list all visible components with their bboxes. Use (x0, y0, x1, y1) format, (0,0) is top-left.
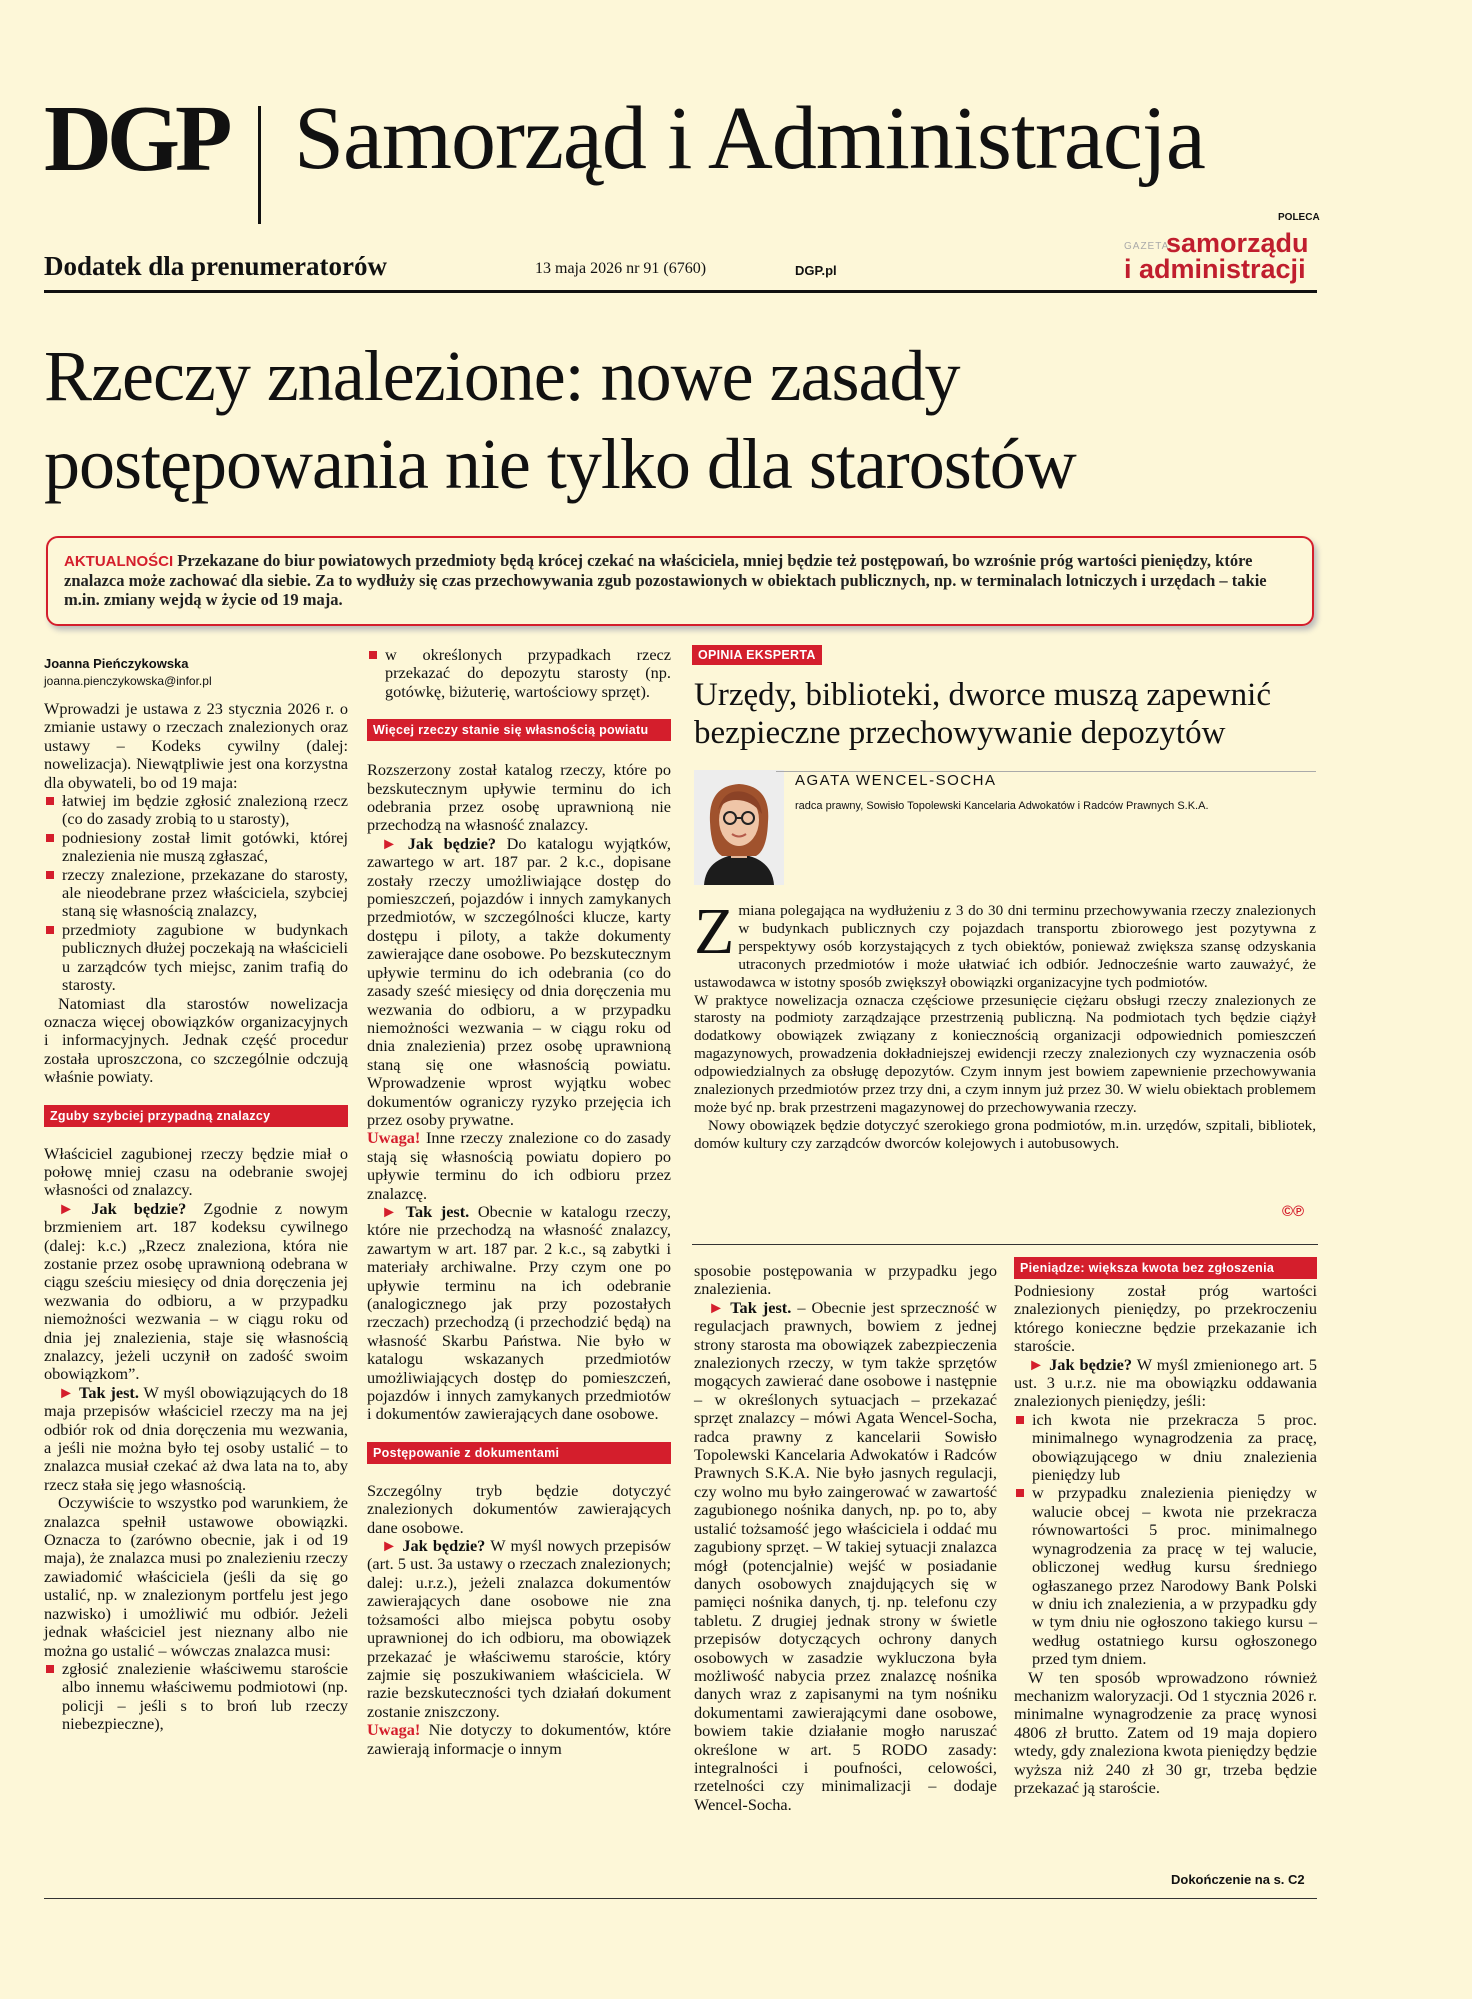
paragraph (367, 1203, 671, 1424)
tak-jest-label: Tak jest. (730, 1297, 792, 1317)
section-title: Samorząd i Administracja (294, 89, 1205, 188)
expert-title: Urzędy, biblioteki, dworce muszą zapewnić bezpieczne przechowywanie depozytów (694, 677, 1271, 751)
arrow-icon: ► (381, 1536, 398, 1556)
paragraph (694, 1299, 997, 1814)
expert-photo (694, 770, 784, 885)
brand-line-2: i administracji (1124, 254, 1306, 284)
paragraph: sposobie postępowania w przypadku jego znalezienia. (694, 1261, 997, 1299)
expert-opinion-label: OPINIA EKSPERTA (692, 645, 822, 665)
paragraph-text: Obecnie w katalogu rzeczy, które nie przechodzą na własność znalazcy, zawartym w art. 187 par. 2 k.c., są zabytki i materiały archiwalne. Przy czym one po upływie terminu na ich odebranie (analogicznego jak przy pozostałych rzeczach) przechodzą (i przechodzić będą) na własność Skarbu Państwa. Nie było w katalogu wskazanych przedmiotów umożliwiających dostęp do pomieszczeń, pojazdów i innych zamykanych przedmiotów i dokumentów zawierających dane osobowe. (367, 1201, 671, 1424)
bullet-list (44, 1660, 348, 1734)
supplement-label: Dodatek dla prenumeratorów (44, 251, 387, 281)
expert-bottom-rule (692, 1244, 1318, 1245)
author-name: Joanna Pieńczykowska (44, 656, 189, 671)
list-item: łatwiej im będzie zgłosić znalezioną rzecz (co do zasady zrobią to u starosty), (44, 792, 348, 829)
paragraph: miana polegająca na wydłużeniu z 3 do 30 dni terminu przechowywania rzeczy znalezionych w budynkach publicznych czy pojazdach transportu zbiorowego jest pozytywna z perspektywy osób korzystających z tych obiektów, ponieważ zwiększa szansę odzyskania utraconych przedmiotów i może ułatwiać ich odbiór. Jednocześnie warto zauważyć, że ustawodawca w istotny sposób zwiększył obowiązki organizacyjne tych podmiotów. (694, 902, 1316, 991)
paragraph-text: Nie dotyczy to dokumentów, które zawierają informacje o innym (367, 1720, 671, 1758)
paragraph: Właściciel zagubionej rzeczy będzie miał o połowę mniej czasu na odebranie swojej własności od znalazcy. (44, 1143, 348, 1200)
column-4 (1014, 1257, 1317, 1797)
expert-name: AGATA WENCEL-SOCHA (795, 772, 997, 789)
tak-jest-label: Tak jest. (79, 1382, 139, 1402)
page-title: Rzeczy znalezione: nowe zasady postępowania nie tylko dla starostów (44, 336, 1076, 504)
page-bottom-rule (44, 1898, 1317, 1899)
paragraph-text: W myśl obowiązujących do 18 maja przepisów właściciel rzeczy ma na jej odbiór rok od dnia doręczenia mu wezwania, a jeśli nie można było tej osoby ustalić – to znalazca musiał czekać aż dwa lata na to, aby rzecz stała się jego własnością. (44, 1382, 349, 1494)
paragraph-text: – Obecnie jest sprzeczność w regulacjach prawnych, bowiem z jednej strony starosta ma obowiązek zabezpieczenia znalezionych rzeczy, w tym także sprzętów mogących zawierać dane osobowe i następnie – w określonych sytuacjach – przekazać sprzęt znalazcy – mówi Agata Wencel-Socha, radca prawny z kancelarii Sowisło Topolewski Kancelaria Adwokatów i Radców Prawnych S.K.A. Nie było jasnych regulacji, czy wolno mu było zaingerować w zawartość zagubionego nośnika danych, np. po to, aby ustalić tożsamość jego właściciela i oddać mu zagubiony sprzęt. – W takiej sytuacji znalazca mógł (potencjalnie) wejść w posiadanie danych osobowych znajdujących się w pamięci nośnika danych, tj. np. telefonu czy tabletu. Z drugiej jednak strony w świetle przepisów dotyczących ochrony danych osobowych w zasadzie wykluczona była możliwość nabycia przez znalazcę nośnika danych wraz z zapisanymi na tym nośniku dokumentami zawierającymi dane osobowe, bowiem takie działanie mogło naruszać określone w art. 5 RODO zasady: integralności i poufności, celowości, rzetelności czy minimalizacji – dodaje Wencel-Socha. (694, 1297, 997, 1814)
dgp-logo: DGP (44, 87, 228, 191)
paragraph (44, 1384, 348, 1494)
arrow-icon: ► (708, 1297, 725, 1317)
jak-bedzie-label: Jak będzie? (407, 833, 497, 853)
arrow-icon: ► (1028, 1354, 1045, 1374)
gazeta-label: GAZETA (1124, 241, 1170, 252)
uwaga-label: Uwaga! (367, 1128, 421, 1148)
subheading: Postępowanie z dokumentami (367, 1442, 671, 1464)
paragraph: Szczególny tryb będzie dotyczyć znalezionych dokumentów zawierających dane osobowe. (367, 1480, 671, 1537)
paragraph (367, 1537, 671, 1721)
jak-bedzie-label: Jak będzie? (91, 1198, 187, 1218)
continued-note[interactable]: Dokończenie na s. C2 (1171, 1872, 1305, 1887)
column-1 (44, 700, 348, 1734)
paragraph-text: Zgodnie z nowym brzmieniem art. 187 kodeksu cywilnego (dalej: k.c.) „Rzecz znaleziona, która nie zostanie przez osobę uprawnioną odebrana w ciągu sześciu miesięcy od dnia doręczenia jej wezwania do odbioru, a w przypadku niemożności wezwania – w ciągu roku od dnia jej znalezienia, staje się własnością znalazcy, jeżeli uczynił on zadość swoim obowiązkom”. (44, 1198, 348, 1384)
subheading: Więcej rzeczy stanie się własnością powiatu (367, 719, 671, 741)
expert-body (694, 895, 1316, 1153)
arrow-icon: ► (381, 1201, 398, 1221)
paragraph (367, 1721, 671, 1758)
paragraph-text: Inne rzeczy znalezione co do zasady stają się własnością powiatu dopiero po upływie terminu do ich odbioru przez znalazcę. (367, 1128, 672, 1203)
copyright-mark: ©℗ (1282, 1203, 1305, 1220)
masthead-separator (258, 106, 261, 224)
paragraph: Rozszerzony został katalog rzeczy, które po bezskutecznym upływie terminu do ich odebrania przez osobę uprawnioną nie przechodzą na własność znalazcy. (367, 760, 671, 835)
paragraph (44, 1200, 348, 1384)
expert-role: radca prawny, Sowisło Topolewski Kancelaria Adwokatów i Radców Prawnych S.K.A. (795, 800, 1209, 812)
paragraph (1014, 1356, 1317, 1411)
paragraph: Podniesiony został próg wartości znalezionych pieniędzy, po przekroczeniu którego konieczne będzie przekazanie ich staroście. (1014, 1281, 1317, 1356)
site-link[interactable]: DGP.pl (795, 263, 837, 278)
arrow-icon: ► (381, 833, 398, 853)
list-item: w przypadku znalezienia pieniędzy w walucie obcej – kwota nie przekracza równowartości 5 proc. minimalnego wynagrodzenia za pracę w tej walucie, obliczonej według kursu średniego ogłaszanego przez Narodowy Bank Polski w dniu ich znalezienia, a w przypadku gdy w tym dniu nie ogłoszono takiego kursu – według ostatniego kursu ogłoszonego przed tym dniem. (1014, 1484, 1317, 1668)
paragraph: W ten sposób wprowadzono również mechanizm waloryzacji. Od 1 stycznia 2026 r. minimalne wynagrodzenie za pracę wynosi 4806 zł brutto. Zatem od 19 maja dopiero wtedy, gdy znaleziona kwota pieniędzy będzie wyższa niż 240 zł 30 gr, trzeba będzie przekazać ją staroście. (1014, 1667, 1317, 1797)
paragraph: Nowy obowiązek będzie dotyczyć szerokiego grona podmiotów, m.in. urzędów, szpitali, bibliotek, domów kultury czy zarządców dworców kolejowych i autobusowych. (694, 1116, 1316, 1152)
lead-box (46, 536, 1314, 626)
subheading: Pieniądze: większa kwota bez zgłoszenia (1014, 1257, 1317, 1279)
bullet-list (1014, 1411, 1317, 1669)
paragraph: W praktyce nowelizacja oznacza częściowe przesunięcie ciężaru obsługi rzeczy znalezionych ze starosty na podmioty zarządzające przestrzenią publiczną. Na podmiotach tych będzie ciążył dodatkowy obowiązek związany z koniecznością organizacji odpowiednich pomieszczeń magazynowych, prowadzenia dokładniejszej ewidencji rzeczy znalezionych czy wyznaczenia osób odpowiedzialnych za obsługę depozytów. Czym innym jest bowiem zapewnienie przechowywania znalezionych przedmiotów przez trzy dni, a czym innym już przez 30. W wielu obiektach problemem może być np. brak przestrzeni magazynowej do przechowywania rzeczy. (694, 991, 1316, 1116)
jak-bedzie-label: Jak będzie? (1049, 1354, 1132, 1374)
paragraph-text: W myśl nowych przepisów (art. 5 ust. 3a ustawy o rzeczach znalezionych; dalej: u.r.z.), jeżeli znalazca dokumentów zawierających dane osobowe nie zna tożsamości albo miejsca pobytu osoby uprawnionej do ich odbioru, ma obowiązek przekazać je właściwemu staroście, który zajmie się poszukiwaniem właściciela. W razie bezskuteczności tych działań dokument zostanie zniszczony. (367, 1536, 671, 1721)
list-item: zgłosić znalezienie właściwemu staroście albo innemu właściwemu podmiotowi (np. policji – jeśli s to broń lub rzeczy niebezpieczne), (44, 1660, 348, 1734)
paragraph: Oczywiście to wszystko pod warunkiem, że znalazca spełnił ustawowe obowiązki. Oznacza to (zarówno obecnie, jak i od 19 maja), że znalazca musi po znalezieniu rzeczy zawiadomić właściciela (jeśli da się go ustalić, np. w znalezionym portfelu jest jego nazwisko) i umożliwić mu odbiór. Jeżeli jednak właściciel jest nieznany albo nie można go ustalić – wówczas znalazca musi: (44, 1493, 348, 1660)
list-item: przedmioty zagubione w budynkach publicznych dłużej poczekają na właścicieli u zarządców tych miejsc, zanim trafią do starosty. (44, 921, 348, 995)
paragraph-text: W myśl zmienionego art. 5 ust. 3 u.r.z. nie ma obowiązku oddawania znalezionych pieniędzy, jeśli: (1014, 1354, 1317, 1411)
paragraph: Natomiast dla starostów nowelizacja oznacza więcej obowiązków organizacyjnych i informacyjnych. Jednak część procedur została uproszczona, co szczególnie odczują właśnie powiaty. (44, 993, 348, 1087)
paragraph (367, 835, 671, 1130)
arrow-icon: ► (58, 1382, 75, 1402)
bullet-list (367, 646, 671, 701)
author-email[interactable]: joanna.pienczykowska@infor.pl (44, 674, 212, 688)
list-item: w określonych przypadkach rzecz przekazać do depozytu starosty (np. gotówkę, biżuterię, wartościowy sprzęt). (367, 646, 671, 701)
column-3 (694, 1262, 997, 1814)
arrow-icon: ► (58, 1198, 75, 1218)
subheading: Zguby szybciej przypadną znalazcy (44, 1105, 348, 1127)
bullet-list (44, 792, 348, 994)
issue-dateline: 13 maja 2026 nr 91 (6760) (535, 260, 707, 277)
list-item: rzeczy znalezione, przekazane do starosty, ale nieodebrane przez właściciela, szybciej staną się własnością znalazcy, (44, 866, 348, 921)
masthead-rule (44, 290, 1317, 293)
poleca-label: POLECA (1278, 212, 1320, 223)
lead-text: Przekazane do biur powiatowych przedmioty będą krócej czekać na właściciela, mniej będzie też postępowań, bo wzrośnie próg wartości pieniędzy, które znalazca może zachować dla siebie. Za to wydłuży się czas przechowywania zgub pozostawionych w obiektach publicznych, np. w terminalach lotniczych i urzędach – takie m.in. zmiany wejdą w życie od 19 maja. (64, 551, 1267, 609)
paragraph-text: Do katalogu wyjątków, zawartego w art. 187 par. 2 k.c., dopisane zostały rzeczy umożliwiające dostęp do pomieszczeń, pojazdów i innych zamykanych przedmiotów, w szczególności klucze, karty dostępu i piloty, a także dokumenty zawierające dane osobowe. Po bezskutecznym upływie terminu do ich odebrania (co do zasady sześć miesięcy od dnia doręczenia mu wezwania do odbioru, a w przypadku niemożności wezwania – w ciągu roku od dnia znalezienia) przez osobę uprawnioną staną się one własnością powiatu. Wprowadzenie wprost wyjątku wobec dokumentów ograniczy ryzyko przejęcia ich przez osoby prywatne. (367, 833, 671, 1129)
list-item: ich kwota nie przekracza 5 proc. minimalnego wynagrodzenia za pracę, obowiązującego w dniu znalezienia pieniędzy lub (1014, 1411, 1317, 1485)
brand-line-1: samorządu (1166, 228, 1309, 258)
paragraph: Wprowadzi je ustawa z 23 stycznia 2026 r. o zmianie ustawy o rzeczach znalezionych oraz ustawy – Kodeks cywilny (dalej: nowelizacja). Niewątpliwie jest ona korzystna dla obywateli, bo od 19 maja: (44, 699, 348, 792)
paragraph (367, 1129, 671, 1203)
uwaga-label: Uwaga! (367, 1720, 421, 1740)
drop-cap: Z (694, 895, 735, 968)
jak-bedzie-label: Jak będzie? (402, 1536, 486, 1556)
column-2 (367, 646, 671, 1758)
list-item: podniesiony został limit gotówki, której znalezienia nie muszą zgłaszać, (44, 829, 348, 866)
tak-jest-label: Tak jest. (405, 1201, 470, 1221)
lead-label: AKTUALNOŚCI (64, 553, 174, 570)
